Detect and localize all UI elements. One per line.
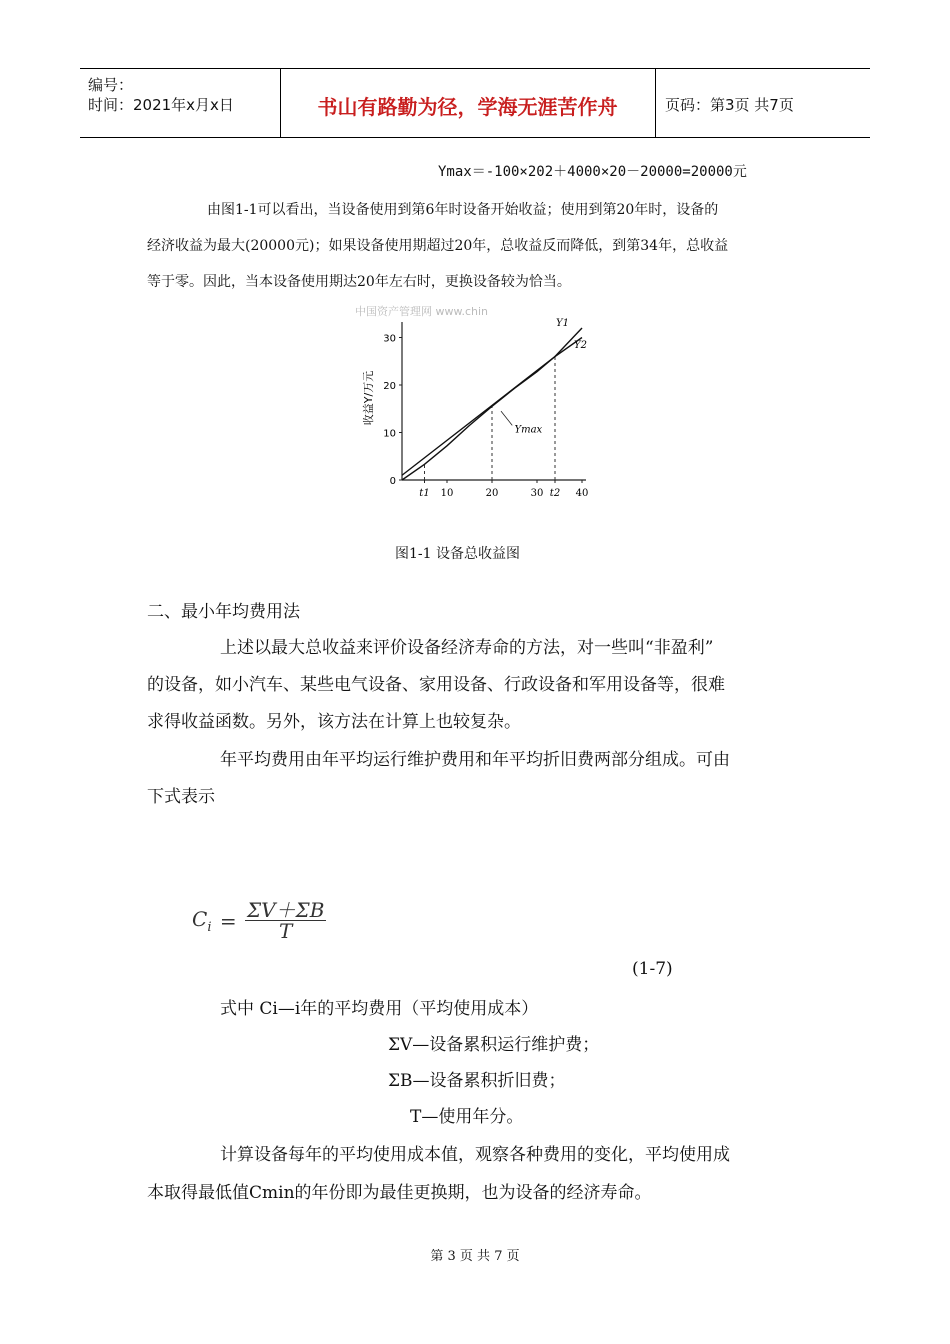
section-title: 二、最小年均费用法 (147, 602, 300, 622)
header-motto: 书山有路勤为径，学海无涯苦作舟 (317, 95, 618, 119)
chart-x-tick-label: 20 (485, 488, 499, 499)
header-divider (655, 69, 656, 137)
definition-line: ΣB—设备累积折旧费； (388, 1071, 566, 1091)
page-footer: 第 3 页 共 7 页 (430, 1249, 520, 1264)
chart-annotation-pointer (501, 411, 512, 425)
total-income-chart (350, 298, 600, 508)
formula-ymax: Ymax＝-100×202＋4000×20－20000=20000元 (438, 164, 747, 180)
header-page-info: 页码：第3页 共7页 (665, 96, 794, 114)
chart-x-tick-label: t2 (549, 488, 561, 499)
formula-denominator: T (279, 919, 293, 943)
intro-line: 经济收益为最大(20000元)；如果设备使用期超过20年，总收益反而降低，到第34年，总收益 (147, 238, 729, 254)
chart-watermark: 中国资产管理网 www.chin (355, 305, 489, 318)
para2-line: 下式表示 (147, 787, 215, 807)
para1-line: 求得收益函数。另外，该方法在计算上也较复杂。 (147, 712, 521, 732)
chart-series-label: Y2 (574, 340, 587, 351)
definition-line: T—使用年分。 (410, 1107, 524, 1127)
chart-y-tick-label: 0 (389, 476, 396, 487)
formula-numerator: ΣV＋ΣB (246, 898, 325, 922)
cost-formula (192, 900, 326, 941)
chart-y-tick-label: 10 (383, 428, 396, 440)
serial-label: 编号： (88, 76, 134, 94)
time-label: 时间：2021年x月x日 (88, 96, 234, 114)
chart-annotation: Ymax (514, 424, 543, 436)
header-meta (88, 75, 234, 115)
chart-plot-area (383, 318, 588, 499)
formula-lhs: $C_i$ (192, 906, 212, 935)
chart-x-tick-label: t1 (419, 488, 430, 499)
intro-line: 等于零。因此，当本设备使用期达20年左右时，更换设备较为恰当。 (147, 274, 571, 290)
formula-equals: = (219, 908, 237, 933)
header-table (80, 68, 870, 138)
para3-line: 本取得最低值Cmin的年份即为最佳更换期，也为设备的经济寿命。 (147, 1183, 652, 1203)
chart-x-tick-label: 40 (575, 488, 589, 499)
definition-line: ΣV—设备累积运行维护费； (388, 1035, 600, 1055)
para1-line: 的设备，如小汽车、某些电气设备、家用设备、行政设备和军用设备等，很难 (147, 675, 725, 695)
definition-line: 式中 Ci—i年的平均费用（平均使用成本） (220, 999, 539, 1019)
chart-y-tick-label: 20 (383, 381, 396, 392)
chart-x-tick-label: 10 (440, 488, 454, 499)
figure-caption: 图1-1 设备总收益图 (395, 546, 520, 562)
para3-line: 计算设备每年的平均使用成本值，观察各种费用的变化，平均使用成 (220, 1145, 730, 1165)
chart-x-tick-label: 30 (530, 488, 544, 499)
para1-line: 上述以最大总收益来评价设备经济寿命的方法，对一些叫“非盈利” (220, 638, 714, 658)
chart-series-label: Y1 (556, 318, 569, 329)
para2-line: 年平均费用由年平均运行维护费用和年平均折旧费两部分组成。可由 (220, 750, 730, 770)
chart-y-label: 收益Y/万元 (362, 370, 375, 426)
formula-number: (1-7) (632, 959, 673, 979)
formula-fraction (245, 900, 326, 941)
intro-line: 由图1-1可以看出，当设备使用到第6年时设备开始收益；使用到第20年时，设备的 (207, 202, 719, 218)
chart-y-tick-label: 30 (383, 333, 396, 345)
